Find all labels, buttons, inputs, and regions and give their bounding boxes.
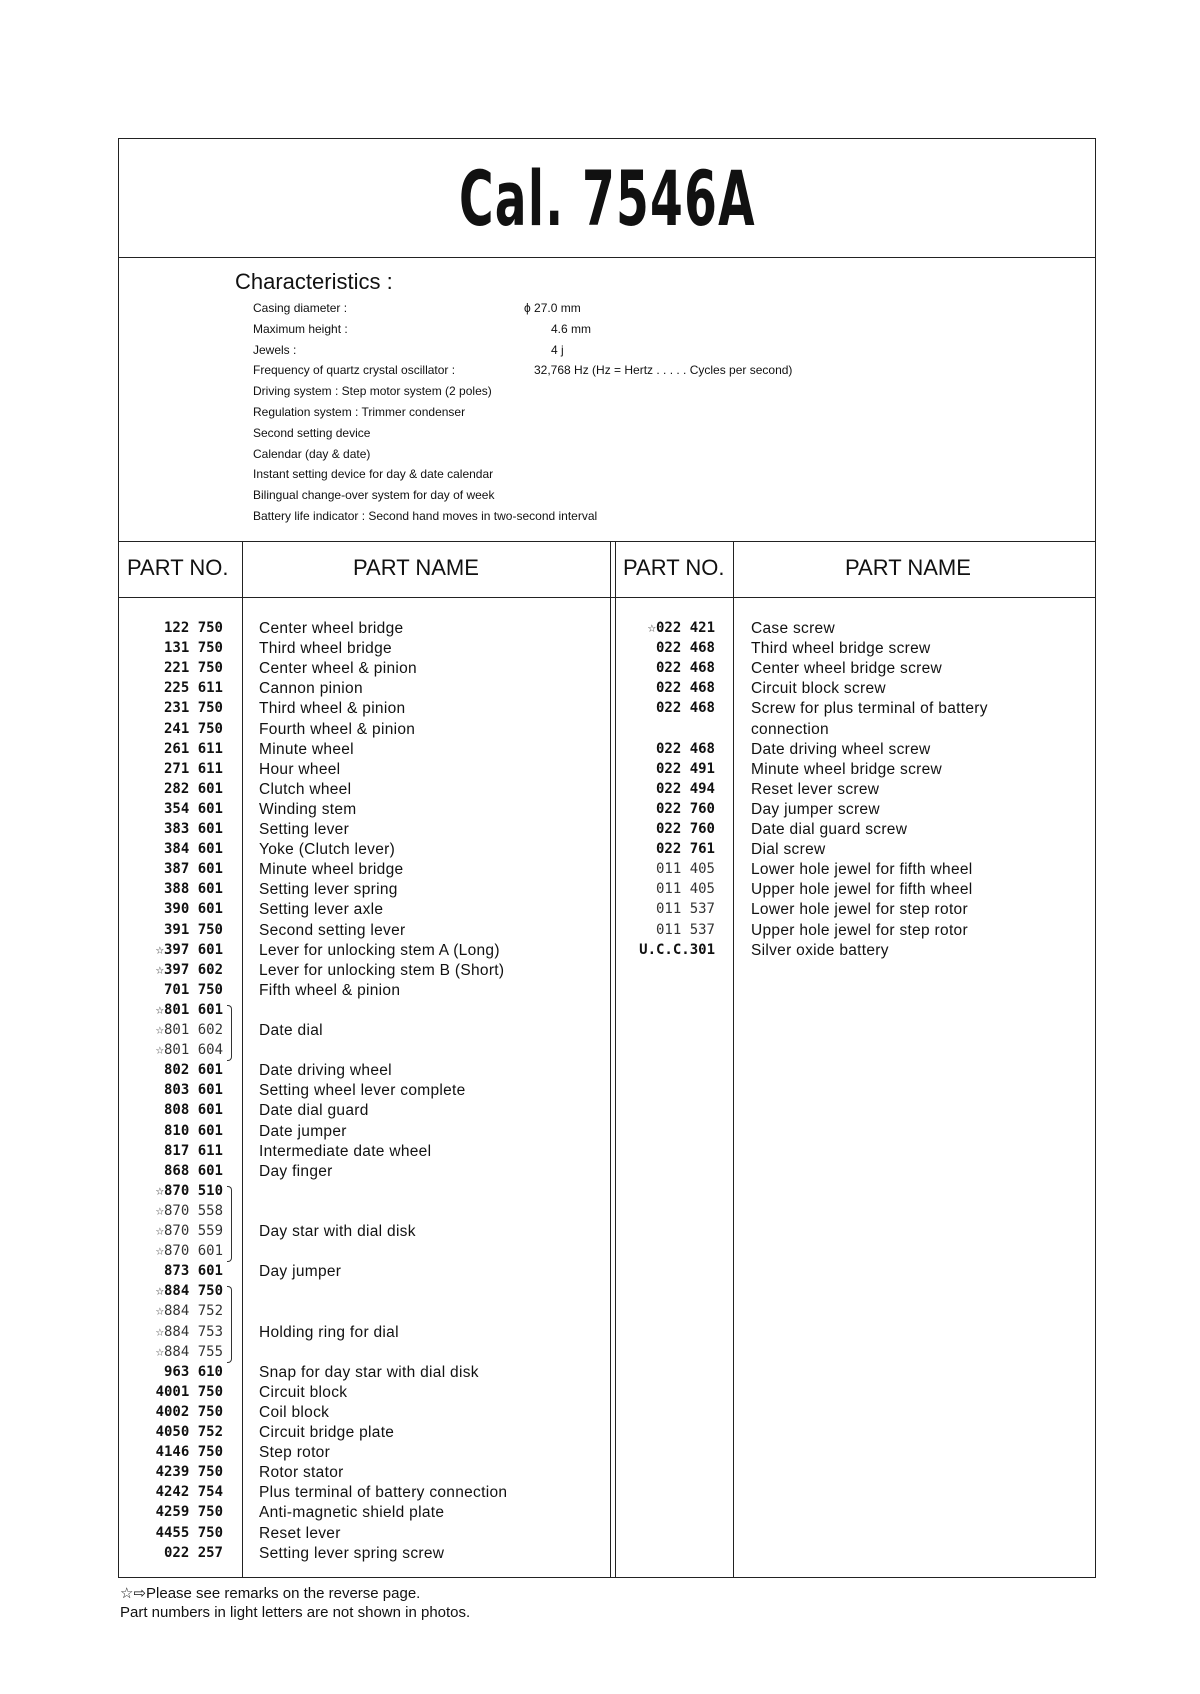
- title-box: [119, 139, 1095, 258]
- part-number: 011 405: [655, 861, 715, 878]
- part-number: 011 405: [655, 881, 715, 898]
- part-name: Minute wheel: [259, 740, 354, 758]
- part-name: Day jumper screw: [751, 800, 880, 818]
- part-number: 387 601: [163, 861, 223, 878]
- header-divider: [119, 597, 1095, 598]
- part-name: Clutch wheel: [259, 780, 352, 798]
- characteristic-label: Driving system : Step motor system (2 poles): [253, 384, 492, 399]
- part-name: Date driving wheel screw: [751, 740, 931, 758]
- part-name: Upper hole jewel for fifth wheel: [751, 881, 973, 899]
- part-number: 701 750: [163, 981, 223, 998]
- part-number: ☆884 752: [155, 1303, 223, 1320]
- part-number: 817 611: [163, 1142, 223, 1159]
- part-name: Coil block: [259, 1403, 330, 1421]
- part-number: 122 750: [163, 620, 223, 636]
- part-number: ☆801 602: [155, 1022, 223, 1038]
- part-number: 221 750: [163, 660, 223, 677]
- part-name: Anti-magnetic shield plate: [259, 1504, 445, 1522]
- part-number: 4050 752: [155, 1424, 223, 1440]
- part-number: ☆884 755: [155, 1343, 223, 1360]
- characteristic-label: Second setting device: [253, 425, 371, 440]
- characteristic-label: Instant setting device for day & date calendar: [253, 467, 494, 482]
- part-name: Reset lever screw: [751, 780, 880, 798]
- part-number: 4001 750: [155, 1383, 223, 1400]
- part-name: Screw for plus terminal of battery: [751, 700, 988, 718]
- part-name: Third wheel bridge screw: [751, 640, 931, 658]
- part-name: Third wheel & pinion: [259, 700, 406, 718]
- part-number: 022 468: [655, 740, 715, 757]
- group-brace: [227, 1005, 232, 1061]
- part-number: 803 601: [163, 1082, 223, 1099]
- part-number: 022 468: [655, 640, 715, 657]
- part-name: Circuit bridge plate: [259, 1424, 395, 1441]
- part-number: 011 537: [655, 901, 715, 918]
- part-name: Setting wheel lever complete: [259, 1082, 466, 1100]
- part-name: Center wheel & pinion: [259, 660, 417, 678]
- part-number: 225 611: [163, 680, 223, 697]
- part-name: Holding ring for dial: [259, 1323, 399, 1341]
- part-number: 022 468: [655, 680, 715, 697]
- characteristic-label: Regulation system : Trimmer condenser: [253, 405, 466, 419]
- part-name: Center wheel bridge: [259, 620, 404, 637]
- part-number: 383 601: [163, 821, 223, 837]
- part-number: ☆801 604: [155, 1042, 223, 1059]
- characteristic-value: 32,768 Hz (Hz = Hertz . . . . . Cycles per second): [534, 363, 793, 378]
- part-name: Plus terminal of battery connection: [259, 1484, 508, 1502]
- part-name: Setting lever spring screw: [259, 1544, 445, 1562]
- part-number: 4455 750: [155, 1524, 223, 1541]
- part-number: 271 611: [163, 760, 223, 777]
- part-number: ☆801 601: [155, 1001, 223, 1018]
- part-number: 390 601: [163, 901, 223, 918]
- characteristics-heading: Characteristics :: [235, 269, 393, 294]
- part-number: ☆397 602: [155, 961, 223, 978]
- characteristic-value: 4 j: [551, 342, 564, 357]
- part-name: Hour wheel: [259, 760, 341, 778]
- part-number: 022 760: [655, 800, 715, 817]
- part-name: Reset lever: [259, 1524, 341, 1542]
- part-number: 282 601: [163, 780, 223, 797]
- part-number: 022 257: [163, 1544, 223, 1561]
- part-name: Date jumper: [259, 1122, 347, 1140]
- column-divider: [733, 541, 734, 1577]
- part-name: Date driving wheel: [259, 1062, 392, 1080]
- part-number: 022 494: [655, 780, 715, 797]
- part-name: Intermediate date wheel: [259, 1142, 432, 1160]
- part-name: Setting lever spring: [259, 881, 398, 899]
- part-name: Silver oxide battery: [751, 941, 889, 959]
- column-divider: [610, 541, 611, 1577]
- characteristic-value: 4.6 mm: [551, 321, 592, 336]
- part-number: ☆870 558: [155, 1202, 223, 1219]
- characteristic-label: Jewels :: [253, 342, 297, 357]
- characteristic-label: Bilingual change-over system for day of week: [253, 488, 495, 503]
- part-name: Upper hole jewel for step rotor: [751, 921, 968, 939]
- part-number: 131 750: [163, 640, 223, 657]
- characteristics-section: [119, 257, 1095, 542]
- part-number: 022 468: [655, 700, 715, 717]
- part-name: Third wheel bridge: [259, 640, 392, 658]
- part-number: ☆884 750: [155, 1283, 223, 1300]
- part-number: 963 610: [163, 1363, 223, 1380]
- part-number: ☆397 601: [155, 941, 223, 958]
- part-number: 808 601: [163, 1102, 223, 1119]
- part-number: ☆022 421: [647, 620, 715, 636]
- part-name: Setting lever: [259, 821, 350, 838]
- part-number: 4239 750: [155, 1464, 223, 1481]
- part-number: 241 750: [163, 720, 223, 737]
- part-name: Date dial guard: [259, 1102, 369, 1120]
- part-name: Second setting lever: [259, 921, 406, 939]
- part-number: 354 601: [163, 800, 223, 817]
- part-name: Lower hole jewel for fifth wheel: [751, 861, 973, 879]
- page-title: Cal. 7546A: [458, 153, 756, 243]
- part-name: Minute wheel bridge: [259, 861, 404, 879]
- header-part-name-right: PART NAME: [845, 555, 971, 580]
- parts-sheet: [118, 138, 1096, 1578]
- part-name: Dial screw: [751, 841, 826, 859]
- part-name: Circuit block screw: [751, 680, 886, 698]
- part-name: Day star with dial disk: [259, 1223, 416, 1240]
- part-number: U.C.C.301: [639, 941, 715, 958]
- part-name: Step rotor: [259, 1444, 331, 1462]
- group-brace: [227, 1186, 232, 1262]
- part-name: Rotor stator: [259, 1464, 344, 1482]
- characteristic-label: Frequency of quartz crystal oscillator :: [253, 363, 456, 378]
- part-name: Winding stem: [259, 800, 357, 818]
- characteristic-label: Maximum height :: [253, 321, 348, 336]
- part-number: 231 750: [163, 700, 223, 717]
- part-name: Snap for day star with dial disk: [259, 1363, 479, 1381]
- part-number: 388 601: [163, 881, 223, 898]
- part-number: ☆870 601: [155, 1243, 223, 1260]
- part-name: Lever for unlocking stem B (Short): [259, 961, 505, 979]
- part-number: 011 537: [655, 921, 715, 938]
- column-divider: [242, 541, 243, 1577]
- characteristic-value: ϕ 27.0 mm: [524, 301, 581, 315]
- part-number: 022 468: [655, 660, 715, 677]
- part-number: ☆884 753: [155, 1323, 223, 1340]
- part-name: Day finger: [259, 1162, 333, 1180]
- part-number: 022 491: [655, 760, 715, 777]
- part-number: 810 601: [163, 1122, 223, 1139]
- column-divider: [615, 541, 616, 1577]
- part-name: Cannon pinion: [259, 680, 363, 698]
- part-number: 261 611: [163, 740, 223, 757]
- group-brace: [227, 1286, 232, 1362]
- part-number: 802 601: [163, 1062, 223, 1079]
- characteristic-label: Calendar (day & date): [253, 446, 371, 461]
- part-number: ☆870 510: [155, 1182, 223, 1199]
- part-name: Yoke (Clutch lever): [259, 841, 396, 859]
- part-number: 4002 750: [155, 1403, 223, 1420]
- part-name: Lower hole jewel for step rotor: [751, 901, 968, 919]
- header-part-name-left: PART NAME: [353, 555, 479, 580]
- characteristic-label: Battery life indicator : Second hand moves in two-second interval: [253, 509, 598, 523]
- footer-note: Part numbers in light letters are not shown in photos.: [120, 1604, 471, 1621]
- part-name: Center wheel bridge screw: [751, 660, 943, 678]
- part-name: Lever for unlocking stem A (Long): [259, 941, 500, 959]
- part-number: 4259 750: [155, 1504, 223, 1521]
- part-number: ☆870 559: [155, 1223, 223, 1239]
- part-number: 868 601: [163, 1162, 223, 1179]
- part-number: 022 761: [655, 841, 715, 858]
- part-name: Date dial guard screw: [751, 821, 908, 838]
- characteristic-label: Casing diameter :: [253, 301, 348, 315]
- part-number: 4146 750: [155, 1444, 223, 1461]
- header-part-no-left: PART NO.: [127, 555, 229, 580]
- footer-remark: ☆⇨Please see remarks on the reverse page.: [120, 1585, 421, 1602]
- part-name: connection: [751, 720, 829, 738]
- part-name: Circuit block: [259, 1383, 348, 1401]
- part-name: Fourth wheel & pinion: [259, 720, 416, 738]
- part-number: 873 601: [163, 1263, 223, 1280]
- part-name: Date dial: [259, 1022, 323, 1039]
- part-name: Minute wheel bridge screw: [751, 760, 943, 778]
- part-name: Case screw: [751, 620, 835, 637]
- header-part-no-right: PART NO.: [623, 555, 725, 580]
- part-number: 4242 754: [155, 1484, 223, 1501]
- part-name: Day jumper: [259, 1263, 342, 1281]
- part-number: 391 750: [163, 921, 223, 938]
- part-number: 384 601: [163, 841, 223, 858]
- part-name: Fifth wheel & pinion: [259, 981, 401, 999]
- part-name: Setting lever axle: [259, 901, 384, 919]
- part-number: 022 760: [655, 821, 715, 837]
